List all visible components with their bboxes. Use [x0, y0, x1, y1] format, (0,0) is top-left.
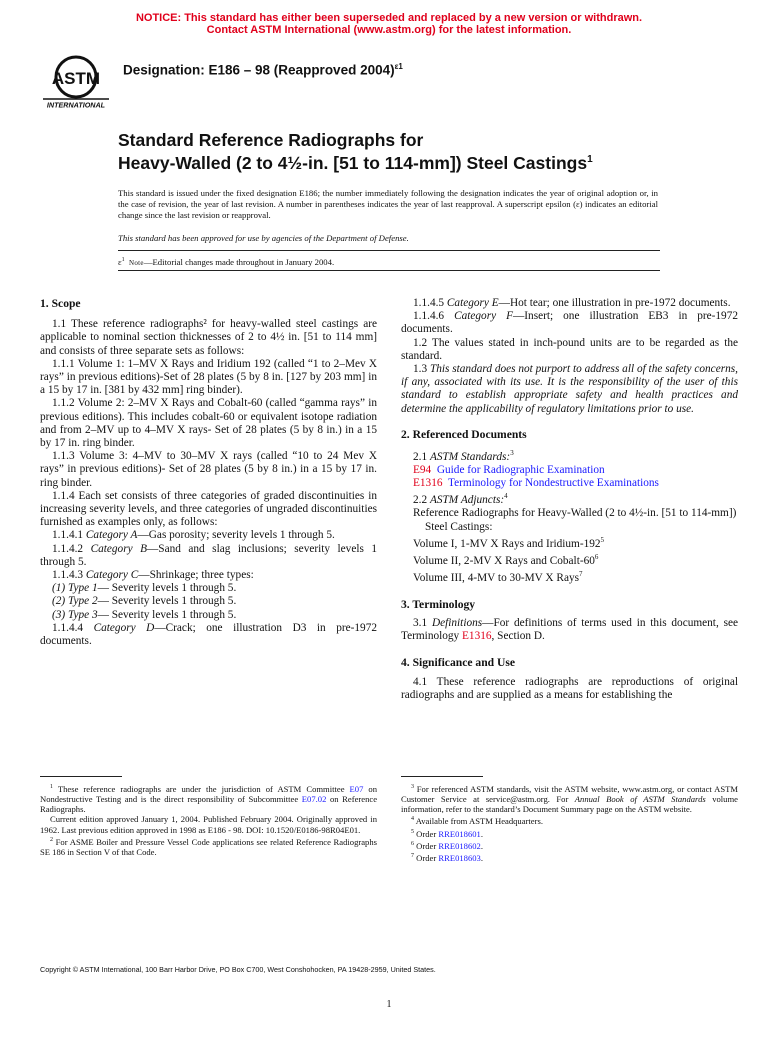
paragraph: 4.1 These reference radiographs are reproductions of original radiographs and are supplied as a means for establishing the	[401, 675, 738, 701]
dod-approval: This standard has been approved for use by agencies of the Department of Defense.	[118, 233, 409, 243]
section-heading: 1. Scope	[40, 297, 81, 310]
paragraph: 2.1 ASTM Standards:$^3$	[413, 449, 514, 463]
paragraph: 1.1.2 Volume 2: 2–MV X Rays and Cobalt-60 (called “gamma rays” in previous editions). This includes cobalt-60 or equivalent isotope radiation and from 2–MV up to 4–MV X rays- Set of 28 plates (5 by 8 in.) in a 15 by 17 in. ring binder.	[40, 397, 377, 450]
title-line-2: Heavy-Walled (2 to 4½-in. [51 to 114-mm]) Steel Castings$^1$	[118, 152, 593, 173]
list-item: (3) Type 3— Severity levels 1 through 5.	[52, 608, 237, 621]
right-column	[401, 297, 738, 702]
footnote-rule	[401, 776, 483, 777]
issuance-statement: This standard is issued under the fixed designation E186; the number immediately following the designation indicates the year of original adoption or, in the case of revision, the year of last revision. A number in parentheses indicates the year of last reapproval. A superscript epsilon (ε) indicates an editorial change since the last revision or reapproval.	[118, 188, 658, 220]
list-item: (1) Type 1— Severity levels 1 through 5.	[52, 582, 237, 595]
paragraph: 1.1.4.4 Category D—Crack; one illustration D3 in pre-1972 documents.	[40, 621, 377, 648]
divider	[118, 250, 660, 251]
withdrawal-notice	[0, 12, 778, 36]
footnote: $^7$ Order RRE018603.	[411, 852, 484, 863]
order-link[interactable]: RRE018601	[438, 828, 481, 839]
footnote: $^4$ Available from ASTM Headquarters.	[411, 816, 543, 827]
subcommittee-link[interactable]: E07.02	[301, 794, 327, 805]
paragraph: 1.1.4.3 Category C—Shrinkage; three types:	[52, 569, 254, 582]
list-item: Volume II, 2-MV X Rays and Cobalt-$60^6$	[413, 552, 599, 567]
paragraph: 1.1.1 Volume 1: 1–MV X Rays and Iridium 192 (called “1 to 2–Mev X rays” in previous editions)-Set of 28 plates (5 by 8 in. [127 by 203 mm] in a 15 by 17 in. [381 by 432 mm] ring binder).	[40, 357, 377, 397]
paragraph: 1.1.4.2 Category B—Sand and slag inclusions; severity levels 1 through 5.	[40, 542, 378, 568]
copyright-footer: Copyright © ASTM International, 100 Barr Harbor Drive, PO Box C700, West Conshohocken, PA 19428-2959, United States.	[40, 965, 436, 974]
paragraph: 1.3 This standard does not purport to address all of the safety concerns, if any, associated with its use. It is the responsibility of the user of this standard to establish appropriate safety and health practices and determine the applicability of regulatory limitations prior to use.	[401, 363, 738, 415]
footnote: $^2$ For ASME Boiler and Pressure Vessel Code applications see related Reference Radiographs SE 186 in Section V of that Code.	[40, 836, 377, 857]
divider	[118, 270, 660, 271]
section-heading: 4. Significance and Use	[401, 656, 516, 670]
section-heading: 3. Terminology	[401, 597, 476, 611]
svg-text:ASTM: ASTM	[51, 69, 101, 88]
order-link[interactable]: RRE018602	[438, 840, 481, 851]
list-item: Reference Radiographs for Heavy-Walled (2 to 4½-in. [51 to 114-mm]) Steel Castings:	[413, 507, 737, 533]
list-item: Volume I, 1-MV X Rays and Iridium-$192^5$	[413, 535, 605, 550]
title-line-1: Standard Reference Radiographs for	[118, 130, 424, 150]
footnotes-right	[401, 782, 738, 863]
paragraph: 1.2 The values stated in inch-pound units are to be regarded as the standard.	[401, 336, 738, 362]
reference-link-e94[interactable]: E94 Guide for Radiographic Examination	[413, 464, 605, 476]
footnote: $^6$ Order RRE018602.	[411, 840, 484, 851]
committee-link[interactable]: E07	[349, 783, 364, 794]
list-item: (2) Type 2— Severity levels 1 through 5.	[52, 595, 237, 608]
editorial-note: $\varepsilon^1$ Note—Editorial changes made throughout in January 2004.	[118, 257, 335, 267]
notice-line-1: NOTICE: This standard has either been superseded and replaced by a new version or withdrawn.	[135, 12, 643, 24]
paragraph: 1.1.4.6 Category F—Insert; one illustration EB3 in pre-1972 documents.	[401, 310, 738, 336]
list-item: Volume III, 4-MV to 30-MV X Rays$^7$	[413, 569, 583, 584]
paragraph: 3.1 Definitions—For definitions of terms used in this document, see Terminology E1316, Section D.	[401, 616, 739, 643]
reference-link-e1316[interactable]: E1316 Terminology for Nondestructive Examinations	[413, 477, 659, 490]
footnote: $^1$ These reference radiographs are under the jurisdiction of ASTM Committee E07 on Nondestructive Testing and is the direct responsibility of Subcommittee E07.02 on Reference Radiographs.	[40, 783, 378, 815]
left-column	[40, 297, 377, 648]
paragraph: 2.2 ASTM Adjuncts:$^4$	[413, 492, 508, 507]
paragraph: 1.1.3 Volume 3: 4–MV to 30–MV X rays (called “10 to 24 Mev X rays” in previous editions)- Set of 28 plates (5 by 8 in.) in a 15 by 17 in. ring binder.	[40, 450, 377, 489]
paragraph: 1.1 These reference radiographs² for heavy-walled steel castings are applicable to nominal section thicknesses of 2 to 4½ in. [51 to 114 mm] and consists of three separate sets as follows:	[40, 318, 377, 357]
footnote: $^5$ Order RRE018601.	[411, 828, 484, 839]
designation: Designation: E186 – 98 (Reapproved 2004)$^{\varepsilon 1}$	[123, 62, 403, 78]
order-link[interactable]: RRE018603	[438, 852, 481, 863]
paragraph: 1.1.4 Each set consists of three categories of graded discontinuities in increasing severity levels, and three categories of ungraded discontinuities furnished as examples only, as follows:	[40, 489, 377, 529]
footnote: Current edition approved January 1, 2004. Published February 2004. Originally approved in 1962. Last previous edition approved in 1998 as E186 - 98. DOI: 10.1520/E0186-98R04E01.	[40, 814, 377, 835]
reference-link-e1316[interactable]: E1316	[462, 630, 492, 643]
paragraph: 1.1.4.1 Category A—Gas porosity; severity levels 1 through 5.	[52, 529, 335, 542]
page-number: 1	[386, 999, 392, 1010]
notice-line-2: Contact ASTM International (www.astm.org) for the latest information.	[206, 24, 572, 36]
footnote-rule	[40, 776, 122, 777]
svg-text:INTERNATIONAL: INTERNATIONAL	[46, 100, 106, 110]
footnote: $^3$ For referenced ASTM standards, visit the ASTM website, www.astm.org, or contact ASTM Customer Service at service@astm.org. For Annual Book of ASTM Standards volume information, refer to the standard’s Document Summary page on the ASTM website.	[401, 783, 738, 815]
section-heading: 2. Referenced Documents	[401, 427, 527, 441]
astm-logo	[40, 52, 112, 110]
paragraph: 1.1.4.5 Category E—Hot tear; one illustration in pre-1972 documents.	[413, 297, 731, 309]
footnotes-left	[40, 782, 377, 857]
document-title	[118, 130, 593, 173]
